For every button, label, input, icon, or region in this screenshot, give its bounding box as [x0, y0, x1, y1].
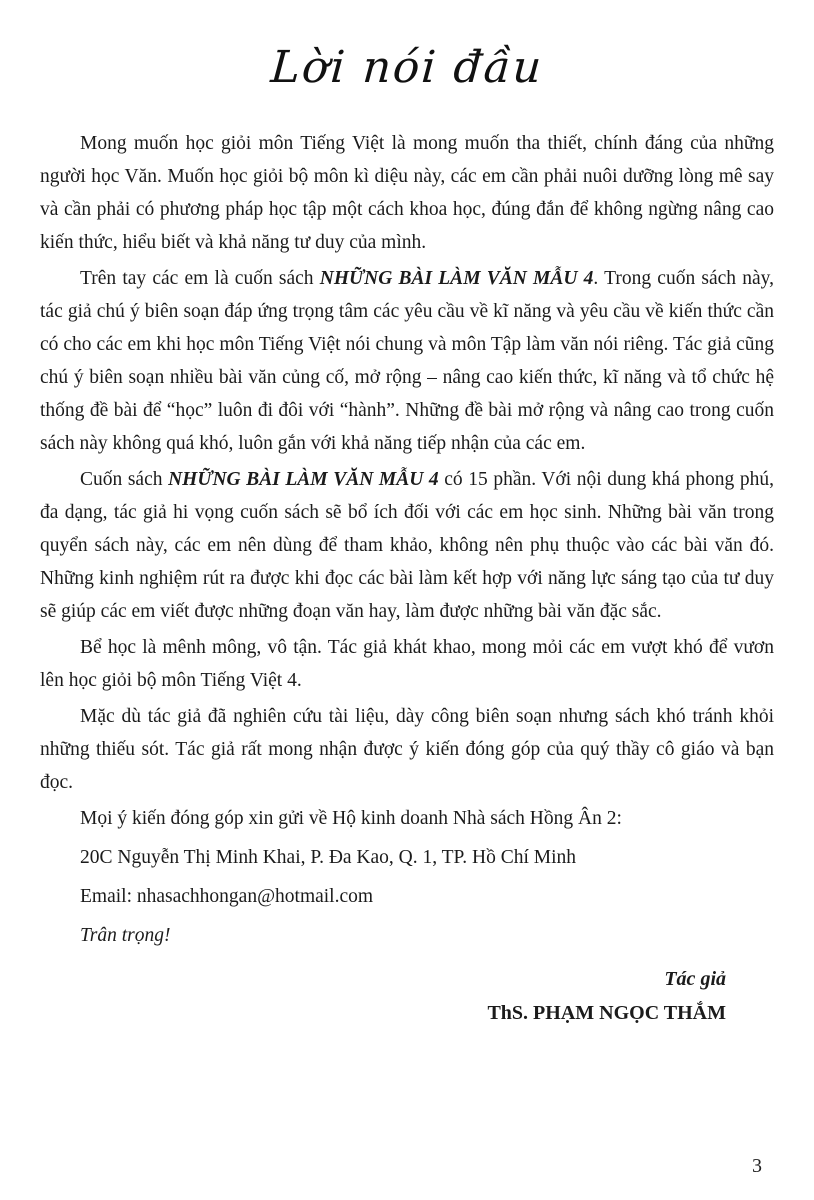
text-run: Trên tay các em là cuốn sách	[80, 268, 320, 289]
paragraph-5: Mặc dù tác giả đã nghiên cứu tài liệu, dày công biên soạn nhưng sách khó tránh khỏi những thiếu sót. Tác giả rất mong nhận được ý kiến đóng góp của quý thầy cô giáo và bạn đọc.	[40, 706, 774, 793]
paragraph-4: Bể học là mênh mông, vô tận. Tác giả khát khao, mong mỏi các em vượt khó để vươn lên học giỏi bộ môn Tiếng Việt 4.	[40, 637, 774, 691]
closing-line: Trân trọng!	[80, 925, 171, 946]
page-title: Lời nói đầu	[269, 42, 545, 93]
book-title-emphasis: NHỮNG BÀI LÀM VĂN MẪU 4	[168, 469, 439, 490]
paragraph-6: Mọi ý kiến đóng góp xin gửi về Hộ kinh doanh Nhà sách Hồng Ân 2:	[80, 808, 622, 829]
signature-block	[40, 962, 774, 1030]
book-title-emphasis: NHỮNG BÀI LÀM VĂN MẪU 4	[319, 268, 594, 289]
paragraph-3	[40, 463, 774, 628]
paragraph-2	[40, 262, 774, 460]
email-line: Email: nhasachhongan@hotmail.com	[80, 886, 374, 907]
author-name: ThS. PHẠM NGỌC THẮM	[487, 1002, 726, 1024]
author-label: Tác giả	[664, 968, 726, 990]
address-line: 20C Nguyễn Thị Minh Khai, P. Đa Kao, Q. 1, TP. Hồ Chí Minh	[80, 847, 577, 868]
text-run: có 15 phần. Với nội dung khá phong phú, đa dạng, tác giả hi vọng cuốn sách sẽ bổ ích đối với các em học sinh. Những bài văn trong quyển sách này, các em nên dùng để tham khảo, không nên phụ thuộc vào các bài văn đó. Những kinh nghiệm rút ra được khi đọc các bài làm kết hợp với năng lực sáng tạo của tư duy sẽ giúp các em viết được những đoạn văn hay, làm được những bài văn đặc sắc.	[40, 469, 775, 622]
page-number: 3	[752, 1155, 762, 1177]
preface-body	[40, 127, 774, 952]
text-run: . Trong cuốn sách này, tác giả chú ý biên soạn đáp ứng trọng tâm các yêu cầu về kĩ năng và yêu cầu về kiến thức cần có cho các em khi học môn Tiếng Việt nói chung và môn Tập làm văn nói riêng. Tác giả cũng chú ý biên soạn nhiều bài văn củng cố, mở rộng – nâng cao kiến thức, kĩ năng và tổ chức hệ thống đề bài để “học” luôn đi đôi với “hành”. Những đề bài mở rộng và nâng cao trong cuốn sách này không quá khó, luôn gắn với khả năng tiếp nhận của các em.	[40, 268, 775, 454]
text-run: Cuốn sách	[80, 469, 169, 490]
paragraph-1: Mong muốn học giỏi môn Tiếng Việt là mong muốn tha thiết, chính đáng của những người học Văn. Muốn học giỏi bộ môn kì diệu này, các em cần phải nuôi dưỡng lòng mê say và cần phải có phương pháp học tập một cách khoa học, đúng đắn để không ngừng nâng cao kiến thức, hiểu biết và khả năng tư duy của mình.	[40, 133, 774, 253]
